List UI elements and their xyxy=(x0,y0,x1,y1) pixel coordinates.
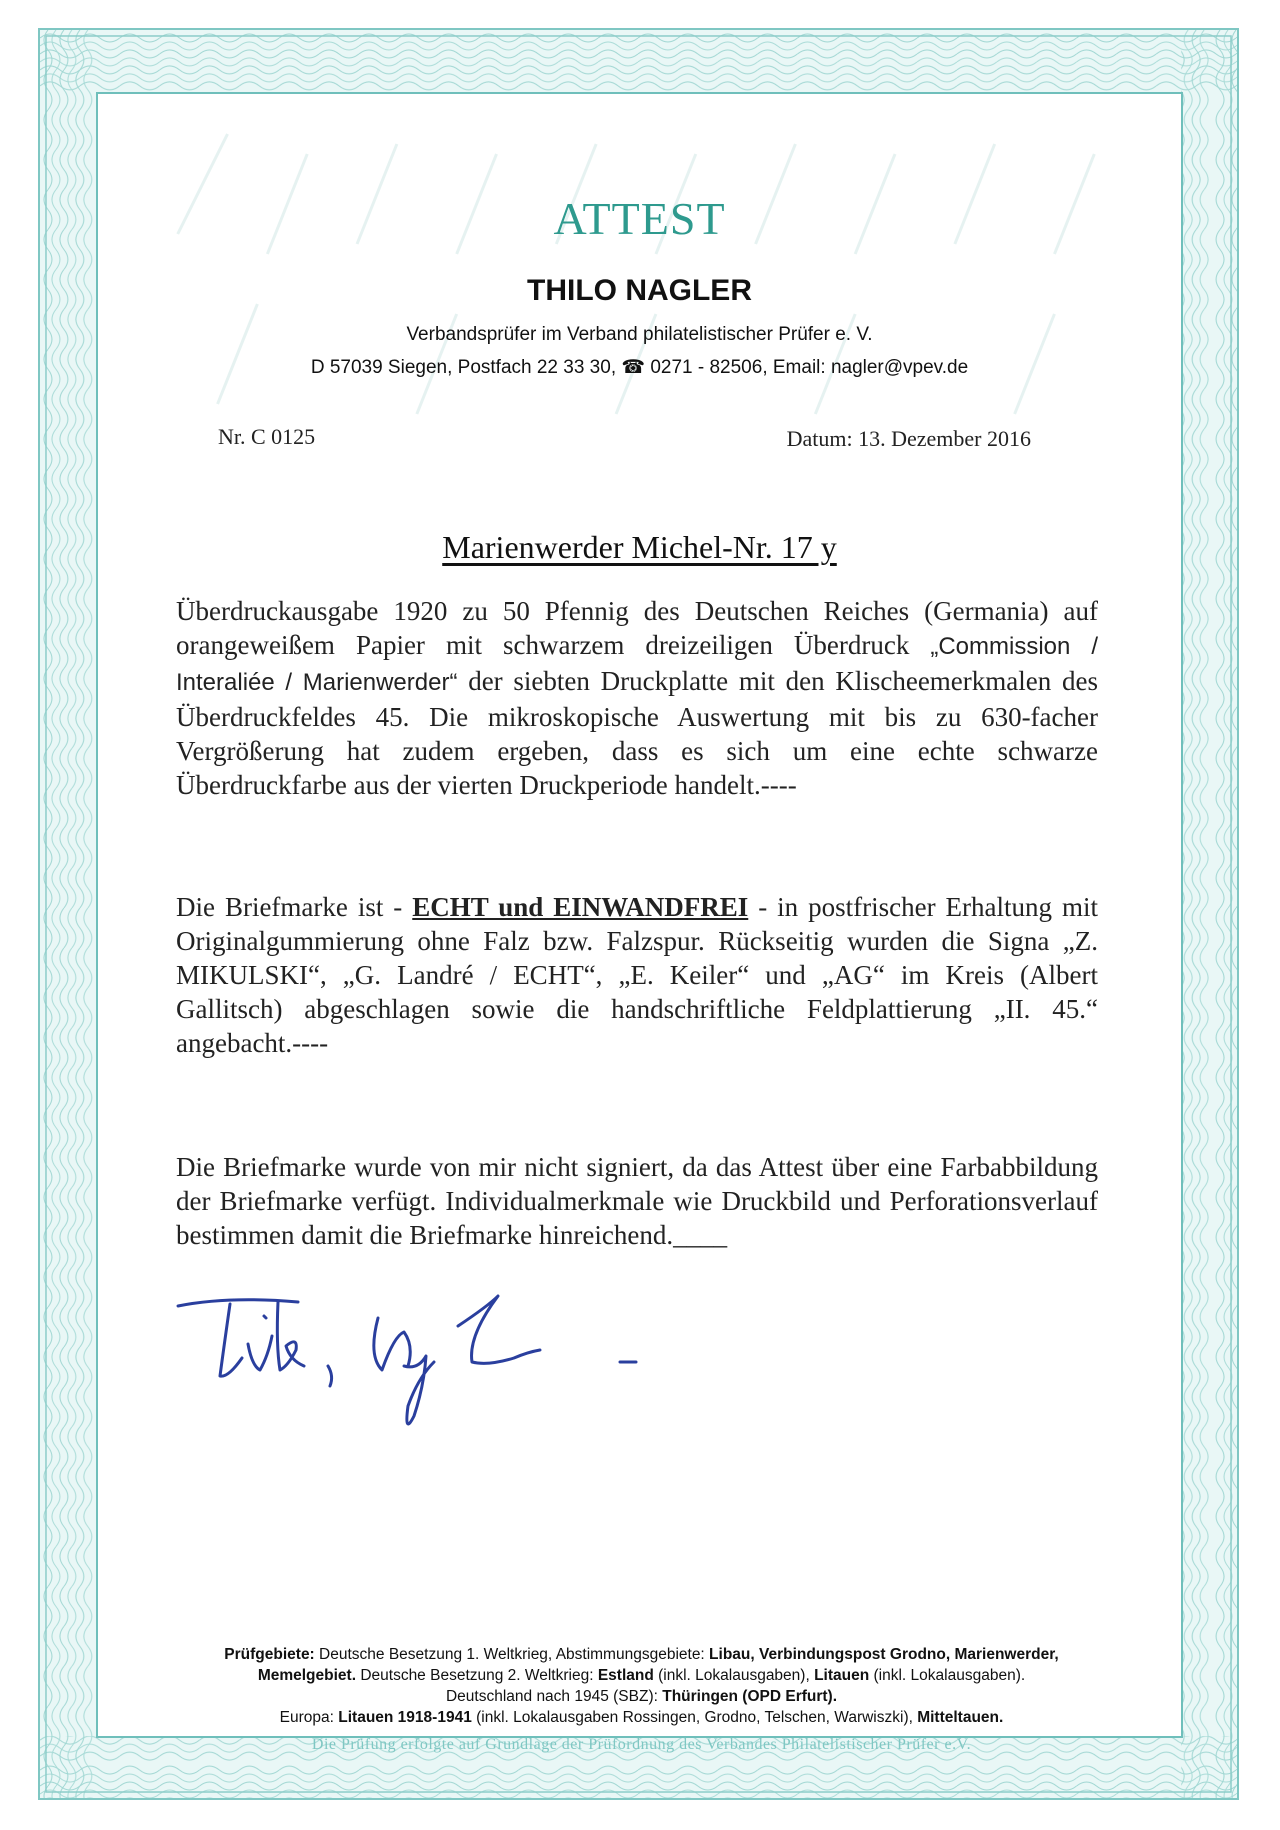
description-text-b: der siebten Druckplatte mit den Klischeemerkmalen des Überdruckfeldes 45. Die mikroskopische Auswertung mit bis zu 630-facher Vergrößerung hat zudem ergeben, dass es sich um eine echte schwarze Überdruckfarbe aus der vierten Druckperiode handelt.---- xyxy=(176,666,1098,800)
phone-email: 0271 - 82506, Email: nagler@vpev.de xyxy=(650,357,969,378)
footer-line-2 xyxy=(118,1665,1165,1686)
footer-text: Deutsche Besetzung 1. Weltkrieg, Abstimmungsgebiete: xyxy=(314,1646,710,1663)
guilloche-border xyxy=(38,28,1239,1800)
footer-bold: Libau, Verbindungspost Grodno, Marienwerder, xyxy=(709,1646,1059,1663)
footer-text: (inkl. Lokalausgaben Rossingen, Grodno, Telschen, Warwiszki), xyxy=(471,1709,918,1726)
footer-bold: Memelgebiet. xyxy=(257,1667,357,1684)
footer-bold: Thüringen (OPD Erfurt). xyxy=(662,1688,838,1705)
certificate-date: Datum: 13. Dezember 2016 xyxy=(786,426,1031,451)
examiner-name: THILO NAGLER xyxy=(527,274,752,307)
subject-text: Marienwerder Michel-Nr. 17 y xyxy=(442,529,837,565)
footer-bold: Estland xyxy=(597,1667,654,1684)
footer-text: (inkl. Lokalausgaben). xyxy=(869,1667,1026,1684)
verdict-text-a: Die Briefmarke ist - xyxy=(176,892,413,922)
footer-line-4 xyxy=(118,1707,1165,1728)
footer-bold: Litauen 1918-1941 xyxy=(338,1709,472,1726)
footer-text: Deutsche Besetzung 2. Weltkrieg: xyxy=(356,1667,598,1684)
overprint-text: „Commission / Interaliée / Marienwerder“ xyxy=(176,633,1098,696)
footer-label: Prüfgebiete: xyxy=(224,1646,315,1663)
handwritten-signature xyxy=(168,1266,648,1441)
certificate-body xyxy=(96,92,1183,1753)
note-paragraph: Die Briefmarke wurde von mir nicht signiert, da das Attest über eine Farbabbildung der Briefmarke verfügt. Individualmerkmale wie Druckbild und Perforationsverlauf bestimmen damit die Briefmarke hinreichend.____ xyxy=(176,1152,1098,1250)
examiner-contact xyxy=(98,356,1181,379)
footer-disclaimer: Die Prüfung erfolgte auf Grundlage der Prüfordnung des Verbandes Philatelistischer Prüfer e.V. xyxy=(311,1736,972,1753)
footer-bold: Mitteltauen. xyxy=(917,1709,1004,1726)
description-text-a: Überdruckausgabe 1920 zu 50 Pfennig des Deutschen Reiches (Germania) auf orangeweißem Papier mit schwarzem dreizeiligen Überdruck xyxy=(176,596,1098,660)
footer-line-3 xyxy=(118,1686,1165,1707)
document-title: ATTEST xyxy=(553,193,726,244)
footer-bold: Litauen xyxy=(814,1667,870,1684)
verdict: ECHT und EINWANDFREI xyxy=(412,892,749,922)
verdict-text-b: - in postfrischer Erhaltung mit Originalgummierung ohne Falz bzw. Falzspur. Rückseitig wurden die Signa „Z. MIKULSKI“, „G. Landré / ECHT“, „E. Keiler“ und „AG“ im Kreis (Albert Gallitsch) abgeschlagen sowie die handschriftliche Feldplattierung „II. 45.“ angebacht.---- xyxy=(176,892,1098,1058)
footer-text: Europa: xyxy=(279,1709,339,1726)
footer-line-1 xyxy=(118,1644,1165,1665)
certificate-number: Nr. C 0125 xyxy=(218,424,316,449)
subject-heading xyxy=(98,529,1181,566)
description-paragraph xyxy=(176,594,1098,802)
footer-text: (inkl. Lokalausgaben), xyxy=(653,1667,815,1684)
phone-icon: ☎ xyxy=(621,357,651,378)
examiner-association: Verbandsprüfer im Verband philatelistischer Prüfer e. V. xyxy=(406,324,873,345)
verdict-paragraph xyxy=(176,890,1098,1060)
footer-text: Deutschland nach 1945 (SBZ): xyxy=(445,1688,663,1705)
address: D 57039 Siegen, Postfach 22 33 30, xyxy=(310,357,617,378)
